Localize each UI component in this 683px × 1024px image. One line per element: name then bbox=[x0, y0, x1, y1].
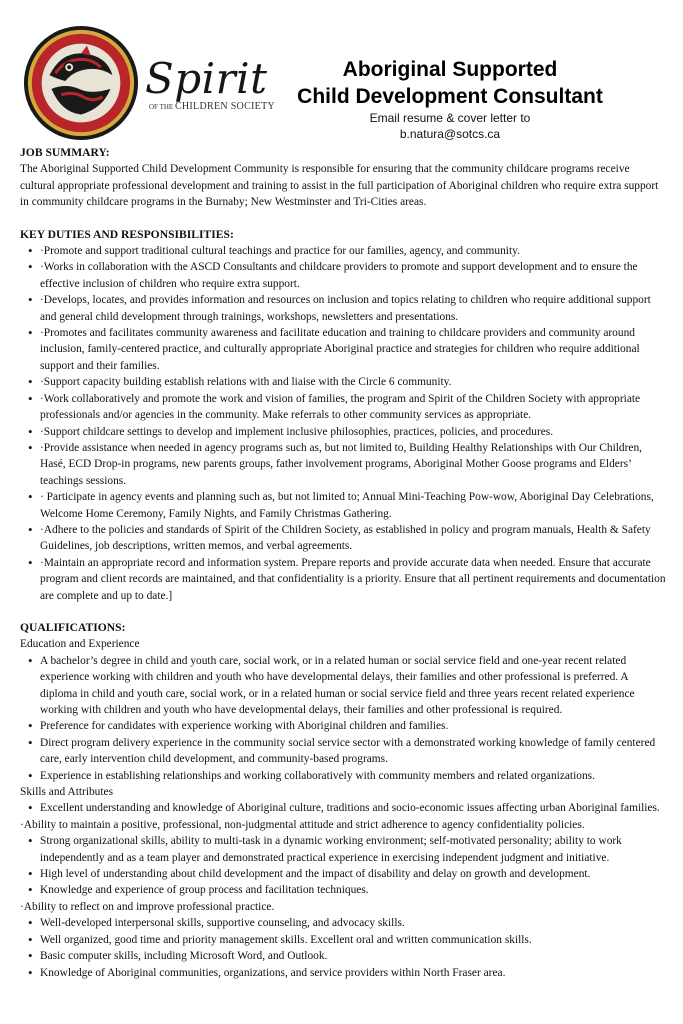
education-label: Education and Experience bbox=[20, 638, 140, 651]
list-item: • ·Promotes and facilitates community awareness and facilitate education and training to childcare providers and community around inclusion, family-centered practice, and culturally appropriate Aboriginal practice and strategies for children who require additional support and their families. bbox=[40, 325, 666, 374]
list-item: • Well-developed interpersonal skills, supportive counseling, and advocacy skills. bbox=[40, 915, 666, 931]
list-item: • Knowledge and experience of group process and facilitation techniques. bbox=[40, 882, 666, 898]
list-item: • ·Work collaboratively and promote the work and vision of families, the program and Spirit of the Children Society with appropriate professionals and/or agencies in the community. Make referrals to other community services as appropriate. bbox=[40, 391, 666, 424]
duties-list bbox=[20, 243, 666, 604]
duties-heading: KEY DUTIES AND RESPONSIBILITIES: bbox=[20, 227, 234, 241]
list-item: • Well organized, good time and priority management skills. Excellent oral and written communication skills. bbox=[40, 932, 666, 948]
list-item: • ·Support capacity building establish relations with and liaise with the Circle 6 community. bbox=[40, 374, 666, 390]
logo-wordmark bbox=[143, 56, 283, 116]
logo-wordmark-society bbox=[149, 101, 275, 112]
list-item: • Basic computer skills, including Microsoft Word, and Outlook. bbox=[40, 948, 666, 964]
page-header bbox=[0, 0, 683, 145]
job-summary-text: The Aboriginal Supported Child Development Community is responsible for ensuring that the community childcare programs receive cultural appropriate professional development and training to assist in the full participation of Aboriginal children who require extra support in community childcare programs in the Burnaby; New Westminster and Tri-Cities areas. bbox=[20, 163, 659, 209]
job-title-line-2: Child Development Consultant bbox=[297, 85, 603, 108]
list-item: • ·Support childcare settings to develop and implement inclusive philosophies, practices, policies, and procedures. bbox=[40, 424, 666, 440]
list-item: • Strong organizational skills, ability to multi-task in a dynamic working environment; self-motivated personality; ability to work independently and as a team player and demonstrated practical experience in exercising independent judgment and initiative. bbox=[40, 833, 666, 866]
list-item: • Experience in establishing relationships and working collaboratively with community members and related organizations. bbox=[40, 768, 666, 784]
list-item: • ·Provide assistance when needed in agency programs such as, but not limited to, Building Healthy Relationships with Our Children, Hasé, ECD Drop-in programs, new parents groups, father involvement programs, Aboriginal Mother Goose programs and Elders’ teachings sessions. bbox=[40, 440, 666, 489]
contact-instruction: Email resume & cover letter to bbox=[369, 111, 531, 125]
logo-of-the: OF THE bbox=[149, 103, 174, 111]
list-item: • Preference for candidates with experience working with Aboriginal children and families. bbox=[40, 718, 666, 734]
skills-label: Skills and Attributes bbox=[20, 786, 114, 799]
logo-children-society: CHILDREN SOCIETY bbox=[174, 101, 276, 112]
contact-email: b.natura@sotcs.ca bbox=[399, 127, 501, 141]
list-item: • · Participate in agency events and planning such as, but not limited to; Annual Mini-Teaching Pow-wow, Aboriginal Day Celebrations, Welcome Home Ceremony, Family Nights, and Family Christmas Gathering. bbox=[40, 489, 666, 522]
skills-list-c bbox=[20, 833, 666, 899]
skills-line-b: ·Ability to maintain a positive, professional, non-judgmental attitude and strict adherence to agency confidentiality policies. bbox=[20, 818, 585, 831]
job-title-line-1: Aboriginal Supported bbox=[342, 58, 558, 81]
education-list bbox=[20, 653, 666, 784]
list-item: • Excellent understanding and knowledge of Aboriginal culture, traditions and socio-economic issues affecting urban Aboriginal families. bbox=[40, 800, 666, 816]
skills-list-e bbox=[20, 915, 666, 981]
list-item: • ·Promote and support traditional cultural teachings and practice for our families, agency, and community. bbox=[40, 243, 666, 259]
logo-wordmark-spirit: Spirit bbox=[145, 54, 268, 103]
job-summary-heading: JOB SUMMARY: bbox=[20, 146, 110, 159]
job-posting-body bbox=[20, 145, 666, 981]
list-item: • ·Maintain an appropriate record and information system. Prepare reports and provide accurate data when needed. Ensure that accurate program and client records are maintained, and that confidentiality is a priority. Ensure that all pertinent requirements and documentation are complete and up to date.] bbox=[40, 555, 666, 604]
qualifications-heading: QUALIFICATIONS: bbox=[20, 620, 126, 634]
spirit-society-logo-icon bbox=[22, 24, 140, 142]
list-item: • Knowledge of Aboriginal communities, organizations, and service providers within North Fraser area. bbox=[40, 965, 666, 981]
job-title bbox=[290, 56, 610, 110]
list-item: • ·Works in collaboration with the ASCD Consultants and childcare providers to promote and support development and to ensure the effective inclusion of children who require extra support. bbox=[40, 259, 666, 292]
list-item: • A bachelor’s degree in child and youth care, social work, or in a related human or social service field and one-year recent related experience working with children and youth who have developmental delays, their families and other professional is preferred. A diploma in child and youth care, social work, or in a related human or social service field and three years recent related experience working with children and youth who have developmental delays, their families and other professional is required. bbox=[40, 653, 666, 719]
list-item: • High level of understanding about child development and the impact of disability and delay on growth and development. bbox=[40, 866, 666, 882]
skills-list-a bbox=[20, 800, 666, 816]
list-item: • ·Adhere to the policies and standards of Spirit of the Children Society, as established in policy and program manuals, Health & Safety Guidelines, job descriptions, written memos, and verbal agreements. bbox=[40, 522, 666, 555]
skills-line-d: ·Ability to reflect on and improve professional practice. bbox=[20, 900, 275, 913]
list-item: • ·Develops, locates, and provides information and resources on inclusion and topics relating to children who require additional support and general child development through trainings, workshops, newsletters and presentations. bbox=[40, 292, 666, 325]
contact-info bbox=[300, 110, 600, 142]
list-item: • Direct program delivery experience in the community social service sector with a demonstrated working knowledge of family centered care, early intervention child development, and community-based programs. bbox=[40, 735, 666, 768]
